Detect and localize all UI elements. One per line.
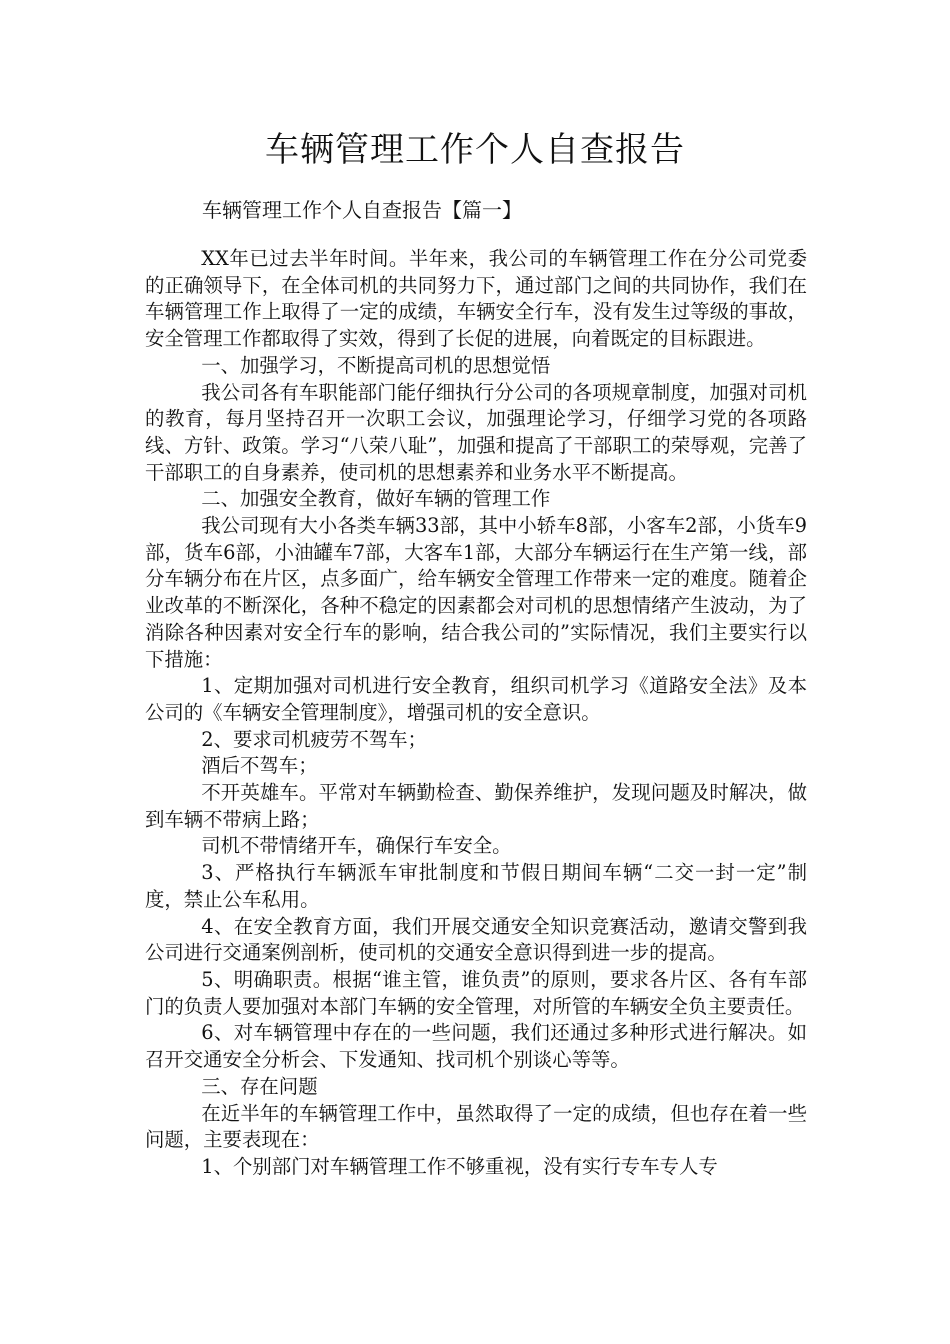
paragraph: 我公司现有大小各类车辆33部，其中小轿车8部，小客车2部，小货车9部，货车6部，小油罐车7部，大客车1部，大部分车辆运行在生产第一线，部分车辆分布在片区，点多面广，给车辆安全管理工作带来一定的难度。随着企业改革的不断深化，各种不稳定的因素都会对司机的思想情绪产生波动，为了消除各种因素对安全行车的影响，结合我公司的”实际情况，我们主要实行以下措施： [145,514,807,671]
list-item: 1、定期加强对司机进行安全教育，组织司机学习《道路安全法》及本公司的《车辆安全管理制度》，增强司机的安全意识。 [145,674,807,724]
section-heading: 三、存在问题 [201,1074,318,1098]
section-heading: 二、加强安全教育，做好车辆的管理工作 [201,487,551,511]
paragraph: 在近半年的车辆管理工作中，虽然取得了一定的成绩，但也存在着一些问题，主要表现在： [145,1101,807,1152]
paragraph: XX年已过去半年时间。半年来，我公司的车辆管理工作在分公司党委的正确领导下，在全体司机的共同努力下，通过部门之间的共同协作，我们在车辆管理工作上取得了一定的成绩，车辆安全行车，没有发生过等级的事故，安全管理工作都取得了实效，得到了长促的进展，向着既定的目标跟进。 [145,247,807,351]
list-item: 6、对车辆管理中存在的一些问题，我们还通过多种形式进行解决。如召开交通安全分析会、下发通知、找司机个别谈心等等。 [145,1021,807,1072]
list-item: 1、个别部门对车辆管理工作不够重视，没有实行专车专人专 [201,1154,718,1178]
list-item: 5、明确职责。根据“谁主管，谁负责”的原则，要求各片区、各有车部门的负责人要加强对本部门车辆的安全管理，对所管的车辆安全负主要责任。 [145,967,807,1018]
list-item: 司机不带情绪开车，确保行车安全。 [201,834,512,858]
paragraph: 我公司各有车职能部门能仔细执行分公司的各项规章制度，加强对司机的教育，每月坚持召开一次职工会议，加强理论学习，仔细学习党的各项路线、方针、政策。学习“八荣八耻”，加强和提高了干部职工的荣辱观，完善了干部职工的自身素养，使司机的思想素养和业务水平不断提高。 [145,380,807,484]
document-body [145,246,807,1181]
list-item: 不开英雄车。平常对车辆勤检查、勤保养维护，发现问题及时解决，做到车辆不带病上路； [145,781,807,831]
document-title: 车辆管理工作个人自查报告 [265,130,685,170]
document-subtitle: 车辆管理工作个人自查报告【篇一】 [202,198,522,222]
list-item: 2、要求司机疲劳不驾车； [201,727,427,751]
section-heading: 一、加强学习，不断提高司机的思想觉悟 [201,353,551,377]
list-item: 酒后不驾车； [201,754,318,778]
list-item: 4、在安全教育方面，我们开展交通安全知识竞赛活动，邀请交警到我公司进行交通案例剖析，使司机的交通安全意识得到进一步的提高。 [145,914,807,965]
list-item: 3、严格执行车辆派车审批制度和节假日期间车辆“二交一封一定”制度，禁止公车私用。 [145,861,807,911]
